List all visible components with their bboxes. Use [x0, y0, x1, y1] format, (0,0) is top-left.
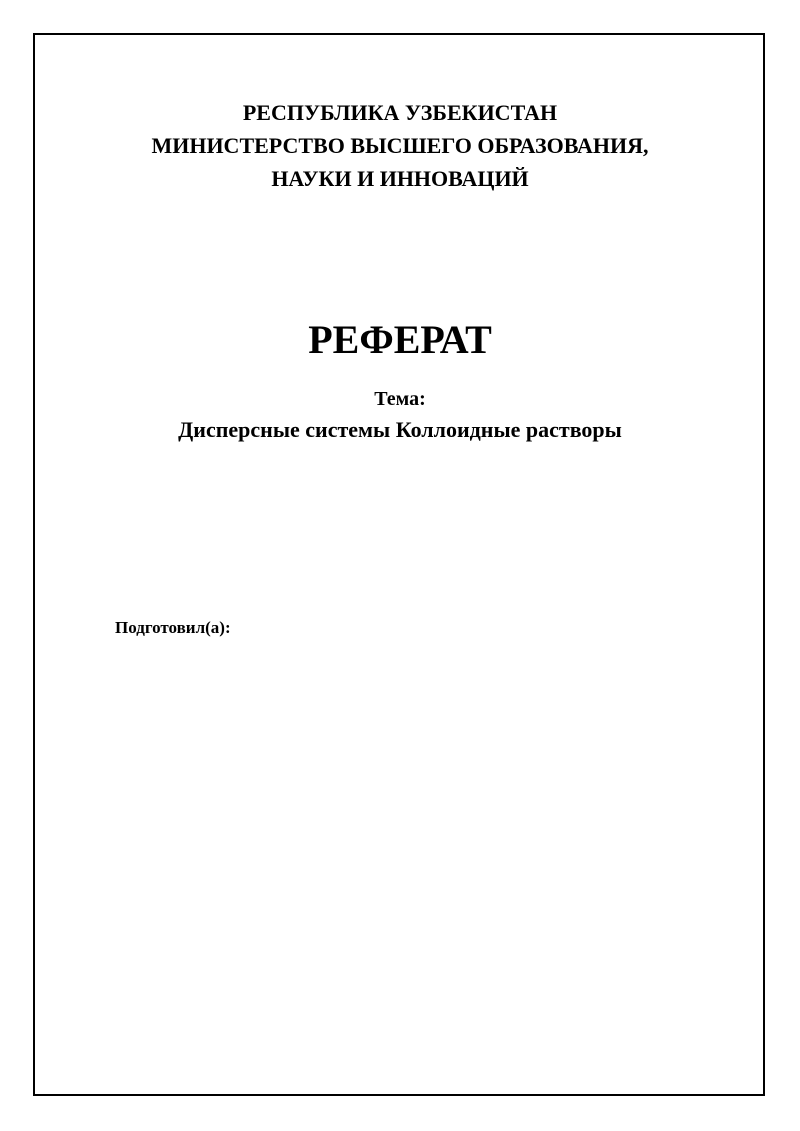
- prepared-by-label: Подготовил(а):: [115, 618, 231, 637]
- topic-title: Дисперсные системы Коллоидные растворы: [178, 417, 622, 442]
- document-type-title: РЕФЕРАТ: [308, 317, 492, 362]
- header-line-country: РЕСПУБЛИКА УЗБЕКИСТАН: [242, 100, 558, 125]
- topic-label: Тема:: [374, 388, 426, 410]
- header-line-ministry: МИНИСТЕРСТВО ВЫСШЕГО ОБРАЗОВАНИЯ,: [151, 133, 649, 158]
- institution-header: [0, 96, 800, 195]
- header-line-ministry-cont: НАУКИ И ИННОВАЦИЙ: [271, 166, 529, 191]
